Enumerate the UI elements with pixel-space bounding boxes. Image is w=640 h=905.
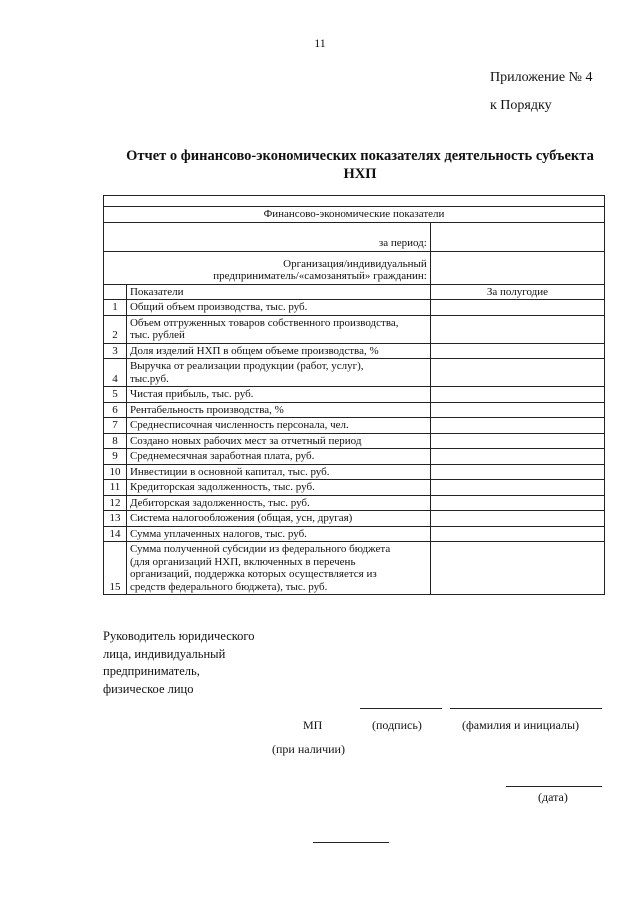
period-label: за период:	[104, 222, 431, 251]
indicator-text-line: Рентабельность производства, %	[129, 403, 284, 416]
row-value-field[interactable]	[430, 433, 604, 449]
row-indicator	[126, 542, 430, 595]
org-label-line-2: предприниматель/«самозанятый» гражданин:	[213, 270, 427, 282]
signer-line-3: предприниматель,	[103, 664, 200, 678]
date-line[interactable]	[506, 786, 602, 787]
table-row	[104, 359, 605, 387]
indicators-table	[103, 195, 605, 595]
row-value-field[interactable]	[430, 418, 604, 434]
appendix-line-2: к Порядку	[490, 98, 552, 113]
row-number: 2	[104, 315, 127, 343]
row-value-field[interactable]	[430, 464, 604, 480]
org-value-field[interactable]	[430, 251, 604, 284]
row-indicator	[126, 511, 430, 527]
org-row	[104, 251, 605, 284]
row-indicator	[126, 343, 430, 359]
row-value-field[interactable]	[430, 449, 604, 465]
row-number: 7	[104, 418, 127, 434]
table-row	[104, 526, 605, 542]
row-value-field[interactable]	[430, 359, 604, 387]
indicator-text-line: тыс. рублей	[129, 329, 185, 341]
signature-caption: (подпись)	[372, 718, 422, 732]
row-indicator	[126, 315, 430, 343]
row-indicator	[126, 433, 430, 449]
indicator-text-line: Доля изделий НХП в общем объеме производства, %	[129, 344, 379, 357]
row-value-field[interactable]	[430, 387, 604, 403]
indicator-rows	[104, 300, 605, 595]
indicator-text-line: средств федерального бюджета), тыс. руб.	[129, 580, 328, 593]
indicator-text-line: Инвестиции в основной капитал, тыс. руб.	[129, 465, 330, 478]
row-indicator	[126, 526, 430, 542]
table-row	[104, 449, 605, 465]
row-number: 9	[104, 449, 127, 465]
table-gap-row	[104, 196, 605, 207]
indicator-text-line: тыс.руб.	[129, 372, 169, 385]
table-row	[104, 495, 605, 511]
row-value-field[interactable]	[430, 511, 604, 527]
appendix-line-1: Приложение № 4	[490, 70, 593, 85]
table-row	[104, 542, 605, 595]
row-indicator	[126, 495, 430, 511]
name-line[interactable]	[450, 708, 602, 709]
signature-line[interactable]	[360, 708, 442, 709]
indicator-text-line: Объем отгруженных товаров собственного производства,	[129, 316, 399, 329]
row-number: 8	[104, 433, 127, 449]
signer-line-4: физическое лицо	[103, 681, 194, 696]
row-number: 12	[104, 495, 127, 511]
period-row	[104, 222, 605, 251]
if-available-caption: (при наличии)	[272, 742, 345, 756]
row-value-field[interactable]	[430, 480, 604, 496]
row-indicator	[126, 387, 430, 403]
num-column-header	[104, 284, 127, 300]
row-indicator	[126, 464, 430, 480]
row-value-field[interactable]	[430, 402, 604, 418]
column-header-row	[104, 284, 605, 300]
indicator-text-line: Выручка от реализации продукции (работ, услуг),	[129, 360, 364, 372]
row-indicator	[126, 300, 430, 316]
table-row	[104, 402, 605, 418]
date-caption: (дата)	[538, 790, 568, 804]
title-line-2: НХП	[343, 166, 377, 182]
mp-label: МП	[303, 718, 323, 732]
row-indicator	[126, 402, 430, 418]
org-label-line-1: Организация/индивидуальный	[283, 257, 427, 270]
table-header-row	[104, 207, 605, 223]
table-row	[104, 511, 605, 527]
indicator-text-line: Система налогообложения (общая, усн, другая)	[129, 512, 353, 524]
signer-line-1: Руководитель юридического	[103, 629, 255, 643]
table-row	[104, 433, 605, 449]
row-value-field[interactable]	[430, 343, 604, 359]
indicator-text-line: Среднесписочная численность персонала, чел.	[129, 419, 349, 431]
page-number: 11	[314, 36, 326, 50]
row-number: 1	[104, 300, 127, 316]
indicators-column-header: Показатели	[126, 284, 430, 300]
signer-label	[103, 628, 303, 698]
table-row	[104, 300, 605, 316]
title-line-1: Отчет о финансово-экономических показателях деятельность субъекта	[126, 148, 594, 164]
signer-line-2: лица, индивидуальный	[103, 646, 226, 661]
org-label	[104, 251, 431, 284]
row-value-field[interactable]	[430, 315, 604, 343]
row-value-field[interactable]	[430, 526, 604, 542]
indicator-text-line: Среднемесячная заработная плата, руб.	[129, 450, 315, 462]
row-number: 5	[104, 387, 127, 403]
row-indicator	[126, 418, 430, 434]
row-value-field[interactable]	[430, 542, 604, 595]
indicator-text-line: организаций, поддержка которых осуществляется из	[129, 568, 377, 580]
row-number: 4	[104, 359, 127, 387]
row-number: 14	[104, 526, 127, 542]
indicator-text-line: Сумма полученной субсидии из федерального бюджета	[129, 543, 391, 555]
period-value-field[interactable]	[430, 222, 604, 251]
row-indicator	[126, 449, 430, 465]
row-number: 10	[104, 464, 127, 480]
indicator-text-line: Чистая прибыль, тыс. руб.	[129, 388, 254, 400]
table-row	[104, 418, 605, 434]
table-row	[104, 387, 605, 403]
table-row	[104, 480, 605, 496]
half-year-column-header: За полугодие	[430, 284, 604, 300]
indicator-text-line: Кредиторская задолженность, тыс. руб.	[129, 481, 315, 493]
report-title	[100, 147, 620, 183]
row-number: 13	[104, 511, 127, 527]
row-number: 6	[104, 402, 127, 418]
row-number: 3	[104, 343, 127, 359]
indicator-text-line: Дебиторская задолженность, тыс. руб.	[129, 496, 310, 509]
appendix-note	[490, 64, 593, 120]
name-caption: (фамилия и инициалы)	[462, 718, 580, 732]
indicator-text-line: (для организаций НХП, включенных в перечень	[129, 555, 356, 568]
table-header-main: Финансово-экономические показатели	[104, 207, 605, 223]
row-indicator	[126, 480, 430, 496]
row-number: 15	[104, 542, 127, 595]
row-value-field[interactable]	[430, 495, 604, 511]
indicator-text-line: Создано новых рабочих мест за отчетный период	[129, 434, 362, 447]
row-value-field[interactable]	[430, 300, 604, 316]
table-row	[104, 343, 605, 359]
table-row	[104, 464, 605, 480]
indicator-text-line: Общий объем производства, тыс. руб.	[129, 301, 308, 313]
row-indicator	[126, 359, 430, 387]
bottom-rule	[313, 842, 389, 843]
indicator-text-line: Сумма уплаченных налогов, тыс. руб.	[129, 527, 307, 540]
table-row	[104, 315, 605, 343]
row-number: 11	[104, 480, 127, 496]
